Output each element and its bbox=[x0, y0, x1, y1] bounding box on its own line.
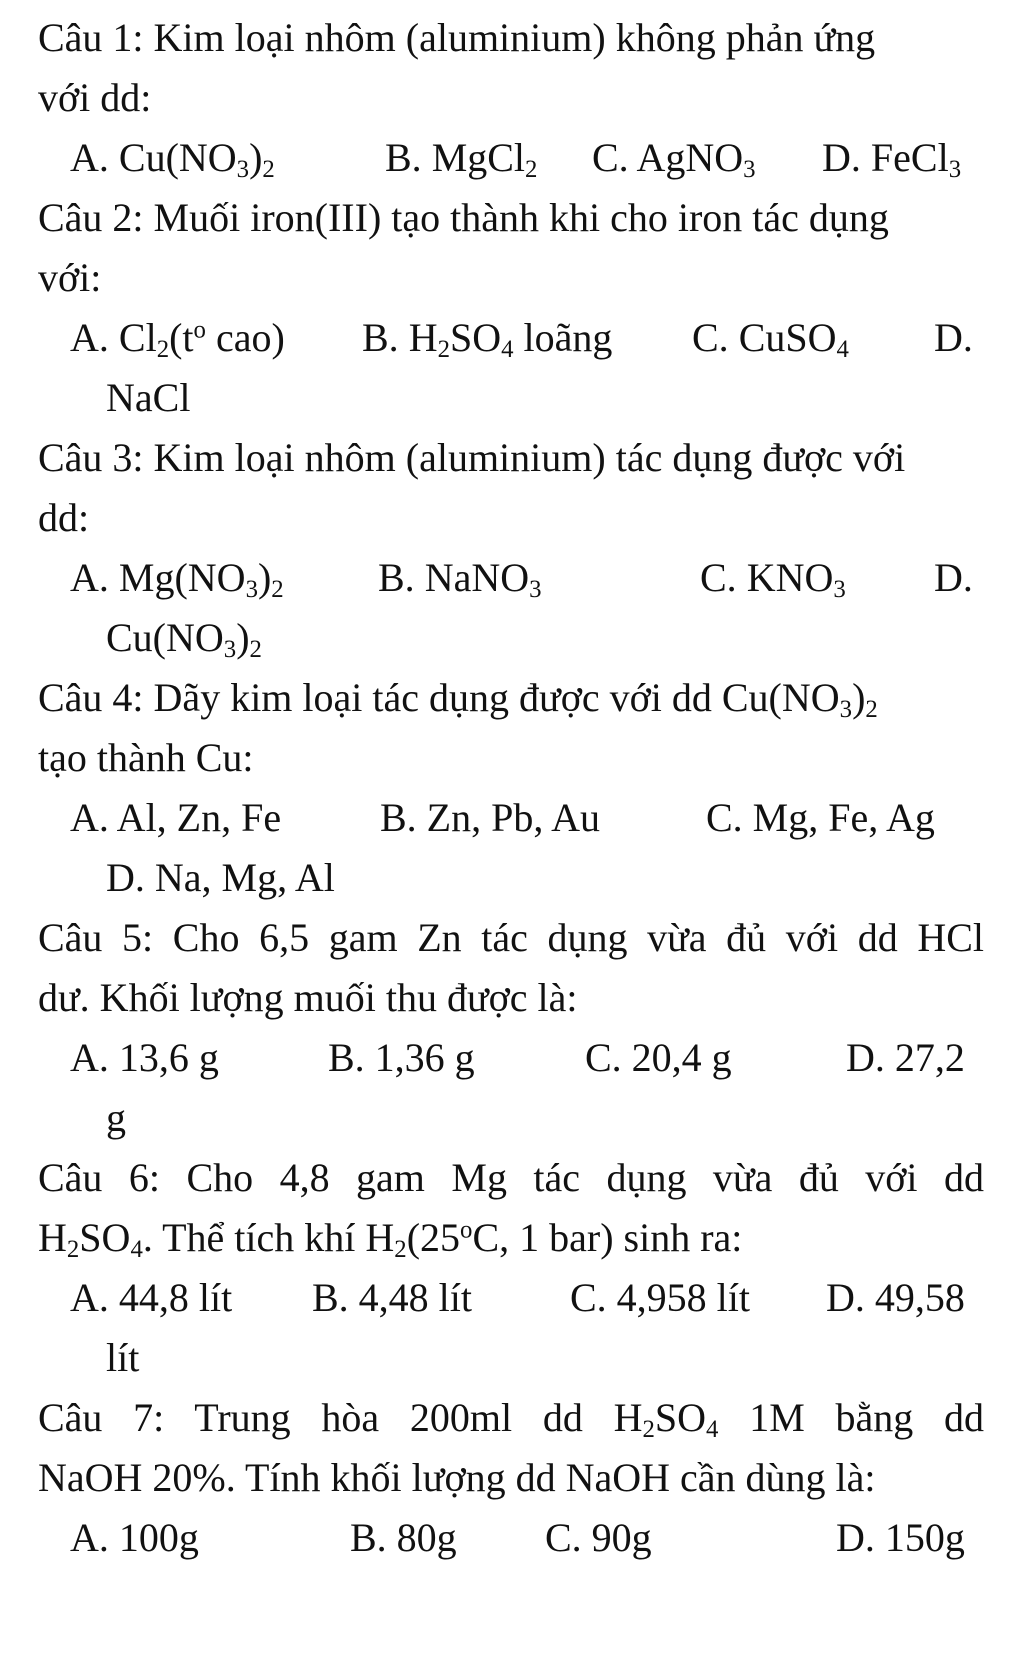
q5-option-d: D. 27,2 bbox=[846, 1035, 965, 1080]
q3-option-c: C. $KNO_3$ bbox=[700, 555, 846, 604]
q2-option-a: A. $Cl_2(t^o$ cao) bbox=[70, 315, 285, 364]
q6-option-a: A. 44,8 lít bbox=[70, 1275, 233, 1320]
q7-option-a: A. 100g bbox=[70, 1515, 199, 1560]
q6-option-b: B. 4,48 lít bbox=[312, 1275, 473, 1320]
q1-option-c: C. AgNO$_3$ bbox=[592, 135, 756, 184]
q2-stem-line1: Câu 2: Muối iron(III) tạo thành khi cho iron tác dụng bbox=[38, 195, 889, 240]
q4-stem-line2: tạo thành Cu: bbox=[38, 735, 254, 780]
q4-option-a: A. Al, Zn, Fe bbox=[70, 795, 282, 840]
q3-option-a: A. $Mg(NO_3)_2$ bbox=[70, 555, 284, 604]
q4-option-b: B. Zn, Pb, Au bbox=[380, 795, 601, 840]
q6-option-d: D. 49,58 bbox=[826, 1275, 965, 1320]
q7-option-c: C. 90g bbox=[545, 1515, 652, 1560]
q6-option-c: C. 4,958 lít bbox=[570, 1275, 751, 1320]
q2-option-d-cont: NaCl bbox=[106, 375, 191, 420]
q1-stem-line1: Câu 1: Kim loại nhôm (aluminium) không phản ứng bbox=[38, 15, 876, 60]
q7-option-d: D. 150g bbox=[836, 1515, 965, 1560]
q2-option-d: D. bbox=[934, 315, 973, 360]
q1-option-d: D. FeCl$_3$ bbox=[822, 135, 962, 184]
q6-option-d-cont: lít bbox=[106, 1335, 140, 1380]
q7-stem-line1: Câu 7: Trung hòa 200ml dd $H_2SO_4$ 1M bằng dd bbox=[38, 1395, 985, 1444]
q5-option-b: B. 1,36 g bbox=[328, 1035, 475, 1080]
q3-stem-line1: Câu 3: Kim loại nhôm (aluminium) tác dụng được với bbox=[38, 435, 906, 480]
q6-stem-line1: Câu 6: Cho 4,8 gam Mg tác dụng vừa đủ với dd bbox=[38, 1155, 984, 1200]
q1-stem-line2: với dd: bbox=[38, 75, 152, 120]
q5-stem-line1: Câu 5: Cho 6,5 gam Zn tác dụng vừa đủ với dd HCl bbox=[38, 915, 984, 960]
q3-option-d-cont: $Cu(NO_3)_2$ bbox=[106, 615, 262, 664]
q4-option-c: C. Mg, Fe, Ag bbox=[706, 795, 935, 840]
q5-stem-line2: dư. Khối lượng muối thu được là: bbox=[38, 975, 578, 1020]
q5-option-c: C. 20,4 g bbox=[585, 1035, 732, 1080]
q7-option-b: B. 80g bbox=[350, 1515, 457, 1560]
q3-option-b: B. NaNO$_3$ bbox=[378, 555, 542, 604]
q2-option-c: C. CuSO$_4$ bbox=[692, 315, 849, 364]
q2-stem-line2: với: bbox=[38, 255, 102, 300]
q3-option-d: D. bbox=[934, 555, 973, 600]
q3-stem-line2: dd: bbox=[38, 495, 90, 540]
q2-option-b: B. $H_2SO_4$ loãng bbox=[362, 315, 613, 364]
q4-option-d: D. Na, Mg, Al bbox=[106, 855, 335, 900]
q5-option-a: A. 13,6 g bbox=[70, 1035, 219, 1080]
q4-stem-line1: Câu 4: Dãy kim loại tác dụng được với dd $Cu(NO_3)_2$ bbox=[38, 675, 878, 724]
q5-option-d-cont: g bbox=[106, 1095, 126, 1140]
q1-option-a: A. $Cu(NO_3)_2$ bbox=[70, 135, 275, 184]
q1-option-b: B. MgCl$_2$ bbox=[385, 135, 538, 184]
q6-stem-line2: $H_2SO_4$. Thể tích khí $H_2(25^oC$, 1 bar) sinh ra: bbox=[38, 1215, 743, 1264]
q7-stem-line2: NaOH 20%. Tính khối lượng dd NaOH cần dùng là: bbox=[38, 1455, 876, 1500]
